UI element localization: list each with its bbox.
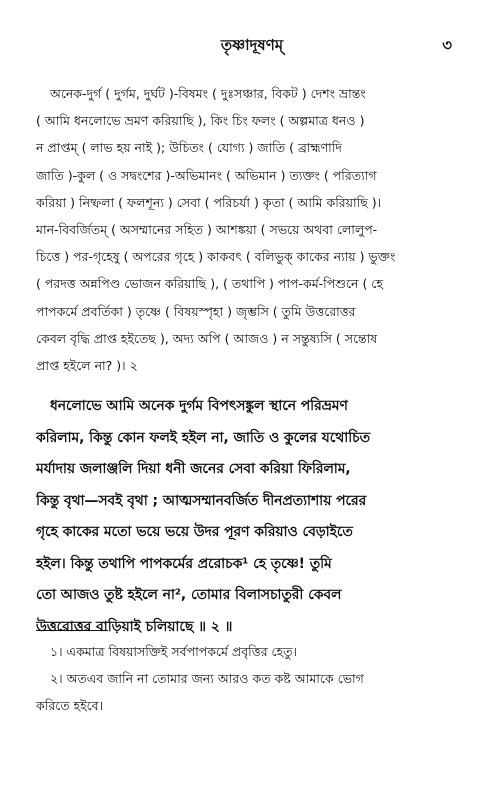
translation-line: করিলাম, কিন্তু কোন ফলই হইল না, জাতি ও কুলের যথোচিত <box>36 429 370 446</box>
page-title: তৃষ্ণাদূষণম্ <box>220 36 284 54</box>
gloss-line: ন প্রাপ্তম্ ( লাভ হয় নাই ); উচিতং ( যোগ্য ) জাতি ( ব্রাহ্মণাদি <box>36 140 342 156</box>
footnote-divider <box>36 630 108 631</box>
translation-line: হইল। কিন্তু তথাপি পাপকর্মের প্ররোচক¹ হে তৃষ্ণে! তুমি <box>36 555 332 572</box>
translation-line: উত্তরোত্তর বাড়িয়াই চলিয়াছে ॥ ২ ॥ <box>36 618 233 635</box>
translation-line: কিন্তু বৃথা—সবই বৃথা ; আত্মসম্মানবর্জিত দীনপ্রত্যাশায় পরের <box>36 492 367 509</box>
gloss-line: ( পরদত্ত অন্নপিণ্ড ভোজন করিয়াছি ), ( তথাপি ) পাপ-কর্ম-পিশুনে ( হে <box>36 276 383 292</box>
gloss-line: প্রাপ্ত হইলে না? )। ২ <box>36 357 138 373</box>
page-number: ৩ <box>442 36 452 54</box>
translation-line: গৃহে কাকের মতো ভয়ে ভয়ে উদর পূরণ করিয়াও বেড়াইতে <box>36 524 353 540</box>
gloss-line: অনেক-দুর্গ ( দুর্গম, দুর্ঘট )-বিষমং ( দুঃসঞ্চার, বিকট ) দেশং ভ্রান্তং <box>50 86 366 101</box>
footnote-line: ১। একমাত্র বিষয়াসক্তিই সর্বপাপকর্মে প্রবৃত্তির হেতু। <box>50 644 298 659</box>
gloss-line: করিয়া ) নিষ্ফলা ( ফলশূন্য ) সেবা ( পরিচর্যা ) কৃতা ( আমি করিয়াছি )। <box>36 194 382 210</box>
gloss-line: কেবল বৃদ্ধি প্রাপ্ত হইতেছ ), অদ্য অপি ( আজও ) ন সন্তুষ্যসি ( সন্তোষ <box>36 330 378 346</box>
footnote-line: ২। অতএব জানি না তোমার জন্য আরও কত কষ্ট আমাকে ভোগ <box>50 671 364 686</box>
translation-line: মর্যাদায় জলাঞ্জলি দিয়া ধনী জনের সেবা করিয়া ফিরিলাম, <box>36 461 351 477</box>
page-header <box>0 34 504 58</box>
footnotes-block <box>36 638 468 719</box>
translation-block <box>36 391 468 643</box>
footnote-line: করিতে হইবে। <box>36 698 104 713</box>
gloss-line: চিত্তে ) পর-গৃহেষু ( অপরের গৃহে ) কাকবৎ ( বলিভুক্ কাকের ন্যায় ) ভুক্তং <box>36 249 396 265</box>
gloss-line: ( আমি ধনলোভে ভ্রমণ করিয়াছি ), কিং চিং ফলং ( অল্পমাত্র ধনও ) <box>36 113 365 129</box>
gloss-line: মান-বিবর্জিতম্ ( অসম্মানের সহিত ) আশঙ্কয়া ( সভয়ে অথবা লোলুপ- <box>36 221 378 237</box>
translation-line: তো আজও তুষ্ট হইলে না², তোমার বিলাসচাতুরী কেবল <box>36 587 342 603</box>
gloss-line: পাপকর্মে প্রবর্তিকা ) তৃষ্ণে ( বিষয়স্পৃহা ) জৃম্ভসি ( তুমি উত্তরোত্তর <box>36 303 356 319</box>
translation-line: ধনলোভে আমি অনেক দুর্গম বিপৎসঙ্কুল স্থানে পরিভ্রমণ <box>50 398 348 414</box>
word-gloss-block <box>36 80 468 379</box>
gloss-line: জাতি )-কুল ( ও সদ্বংশের )-অভিমানং ( অভিমান ) ত্যক্তং ( পরিত্যাগ <box>36 167 377 183</box>
